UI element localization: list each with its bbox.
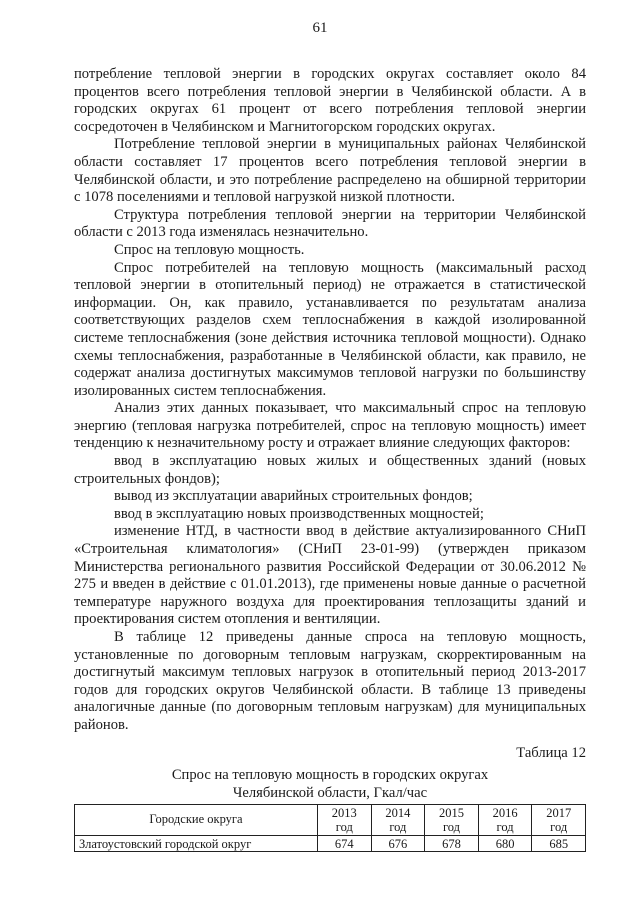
year-column-header — [318, 805, 372, 836]
year-suffix: год — [335, 820, 353, 835]
year-column-header — [532, 805, 586, 836]
year-column-header — [425, 805, 479, 836]
year-value: 2014 — [385, 806, 411, 821]
paragraph: изменение НТД, в частности ввод в действие актуализированного СНиП «Строительная климатология» (СНиП 23-01-99) (утвержден приказом Министерства регионального развития Российской Федерации от 30.06.2012 № 275 и введен в действие с 01.01.2013), где применены новые данные о расчетной температуре наружного воздуха для проектирования теплозащиты зданий и проектирования систем отопления и вентиляции. — [74, 523, 586, 628]
paragraph: ввод в эксплуатацию новых производственных мощностей; — [114, 505, 484, 522]
paragraph: Структура потребления тепловой энергии на территории Челябинской области с 2013 года изменялась незначительно. — [74, 206, 586, 241]
value-cell: 678 — [425, 836, 479, 852]
paragraph: Спрос на тепловую мощность. — [114, 241, 305, 258]
table-caption — [74, 766, 586, 802]
table-row — [75, 836, 586, 852]
data-table — [74, 804, 586, 852]
year-suffix: год — [496, 820, 514, 835]
paragraph: Потребление тепловой энергии в муниципальных районах Челябинской области составляет 17 процентов всего потребления тепловой энергии в Челябинской области, и это потребление распределено на обширной территории с 1078 поселениями и тепловой нагрузкой низкой плотности. — [74, 136, 586, 206]
table-caption-line-1: Спрос на тепловую мощность в городских округах — [171, 767, 489, 784]
paragraph: Анализ этих данных показывает, что максимальный спрос на тепловую энергию (тепловая нагрузка потребителей, спрос на тепловую мощность) имеет тенденцию к незначительному росту и отражает влияние следующих факторов: — [74, 400, 586, 452]
year-suffix: год — [389, 820, 407, 835]
table-caption-line-2: Челябинской области, Гкал/час — [232, 785, 428, 802]
table-header-row — [75, 805, 586, 836]
paragraph: потребление тепловой энергии в городских округах составляет около 84 процентов всего потребления тепловой энергии в Челябинской области. А в городских округах 61 процент от всего потребления тепловой энергии сосредоточен в Челябинском и Магнитогорском городских округах. — [74, 66, 586, 135]
paragraph: ввод в эксплуатацию новых жилых и общественных зданий (новых строительных фондов); — [74, 453, 586, 487]
value-cell: 676 — [371, 836, 425, 852]
paragraph: В таблице 12 приведены данные спроса на тепловую мощность, установленные по договорным тепловым нагрузкам, скорректированным на достигнутый максимум тепловых нагрузок в отопительный период 2013-2017 годов для городских округов Челябинской области. В таблице 13 приведены аналогичные данные (по договорным тепловым нагрузкам) для муниципальных районов. — [74, 629, 586, 733]
body-text — [74, 66, 586, 852]
year-value: 2013 — [331, 806, 357, 821]
paragraph-list — [74, 66, 586, 735]
region-column-header: Городские округа — [75, 805, 318, 836]
value-cell: 685 — [532, 836, 586, 852]
year-suffix: год — [442, 820, 461, 835]
year-column-header — [371, 805, 425, 836]
table-label: Таблица 12 — [516, 744, 586, 761]
table-body — [75, 836, 586, 852]
year-value: 2016 — [492, 806, 518, 821]
year-value: 2017 — [546, 806, 572, 821]
page-number: 61 — [312, 20, 328, 36]
year-value: 2015 — [438, 806, 464, 821]
value-cell: 674 — [318, 836, 372, 852]
value-cell: 680 — [478, 836, 532, 852]
paragraph: Спрос потребителей на тепловую мощность (максимальный расход тепловой энергии в отопительный период) не отражается в статистической информации. Он, как правило, устанавливается по результатам анализа соответствующих разделов схем теплоснабжения в каждой изолированной системе теплоснабжения (зоне действия источника тепловой мощности). Однако схемы теплоснабжения, разработанные в Челябинской области, как правило, не содержат анализа достигнутых максимумов тепловой нагрузки по большинству изолированных систем теплоснабжения. — [74, 259, 586, 399]
year-column-header — [478, 805, 532, 836]
paragraph: вывод из эксплуатации аварийных строительных фондов; — [114, 488, 473, 505]
region-cell: Златоустовский городской округ — [75, 836, 318, 852]
year-suffix: год — [550, 820, 568, 835]
